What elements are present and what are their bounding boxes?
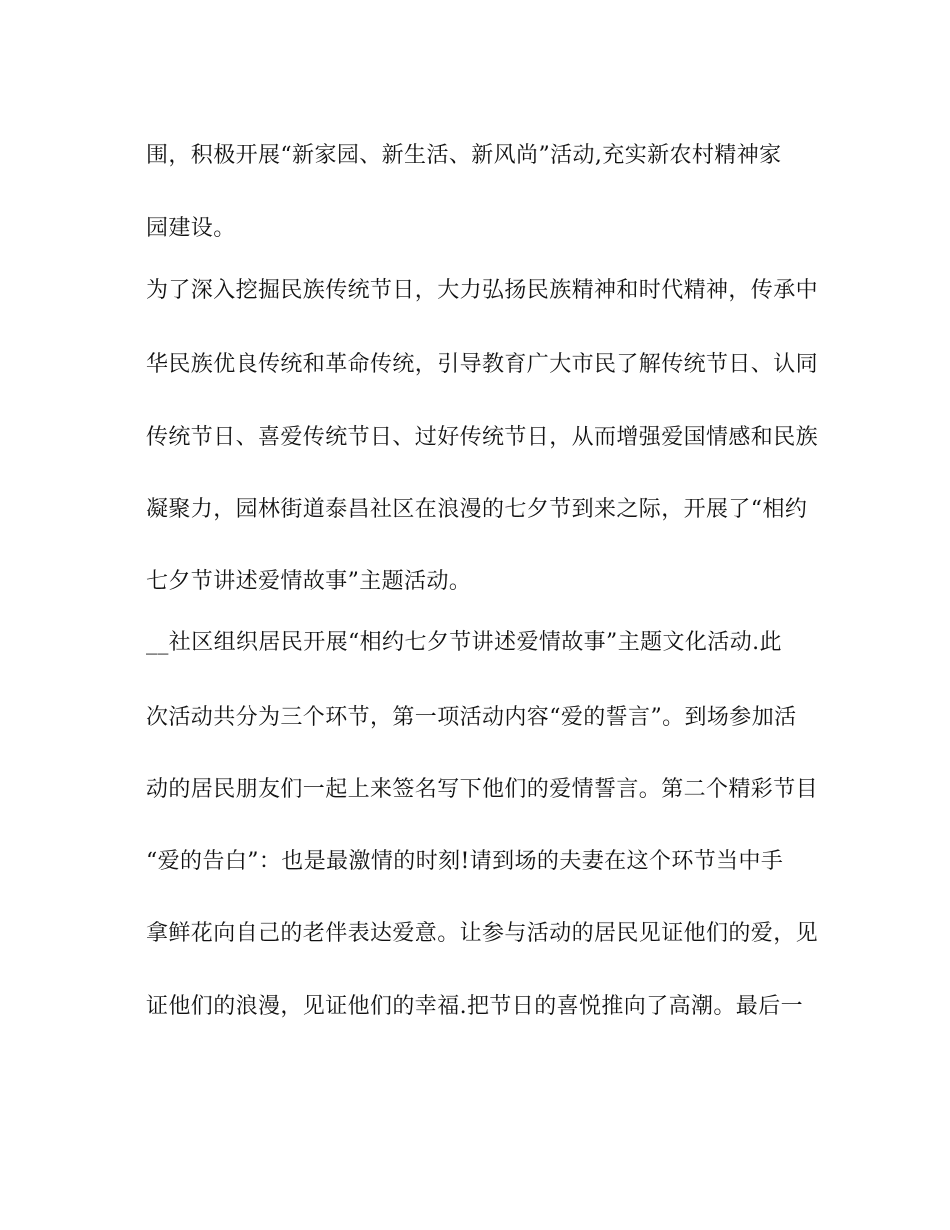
text-line-3: 为了深入挖掘民族传统节日，大力弘扬民族精神和时代精神，传承中	[146, 278, 819, 303]
text-line-11: “爱的告白”：也是最激情的时刻!请到场的夫妻在这个环节当中手	[146, 849, 784, 874]
text-line-5: 传统节日、喜爱传统节日、过好传统节日，从而增强爱国情感和民族	[146, 425, 819, 450]
text-line-8: __社区组织居民开展“相约七夕节讲述爱情故事”主题文化活动.此	[146, 630, 782, 655]
text-line-12: 拿鲜花向自己的老伴表达爱意。让参与活动的居民见证他们的爱，见	[146, 921, 819, 946]
text-line-9: 次活动共分为三个环节，第一项活动内容“爱的誓言”。到场参加活	[146, 705, 797, 730]
text-line-7: 七夕节讲述爱情故事”主题活动。	[146, 569, 472, 594]
text-line-6: 凝聚力，园林街道泰昌社区在浪漫的七夕节到来之际，开展了“相约	[146, 497, 808, 522]
text-line-13: 证他们的浪漫，见证他们的幸福.把节日的喜悦推向了高潮。最后一	[146, 994, 803, 1019]
text-line-2: 园建设。	[146, 216, 236, 241]
text-line-10: 动的居民朋友们一起上来签名写下他们的爱情誓言。第二个精彩节目	[146, 777, 819, 802]
text-line-1: 围，积极开展“新家园、新生活、新风尚”活动,充实新农村精神家	[146, 143, 782, 168]
text-line-4: 华民族优良传统和革命传统，引导教育广大市民了解传统节日、认同	[146, 352, 819, 377]
